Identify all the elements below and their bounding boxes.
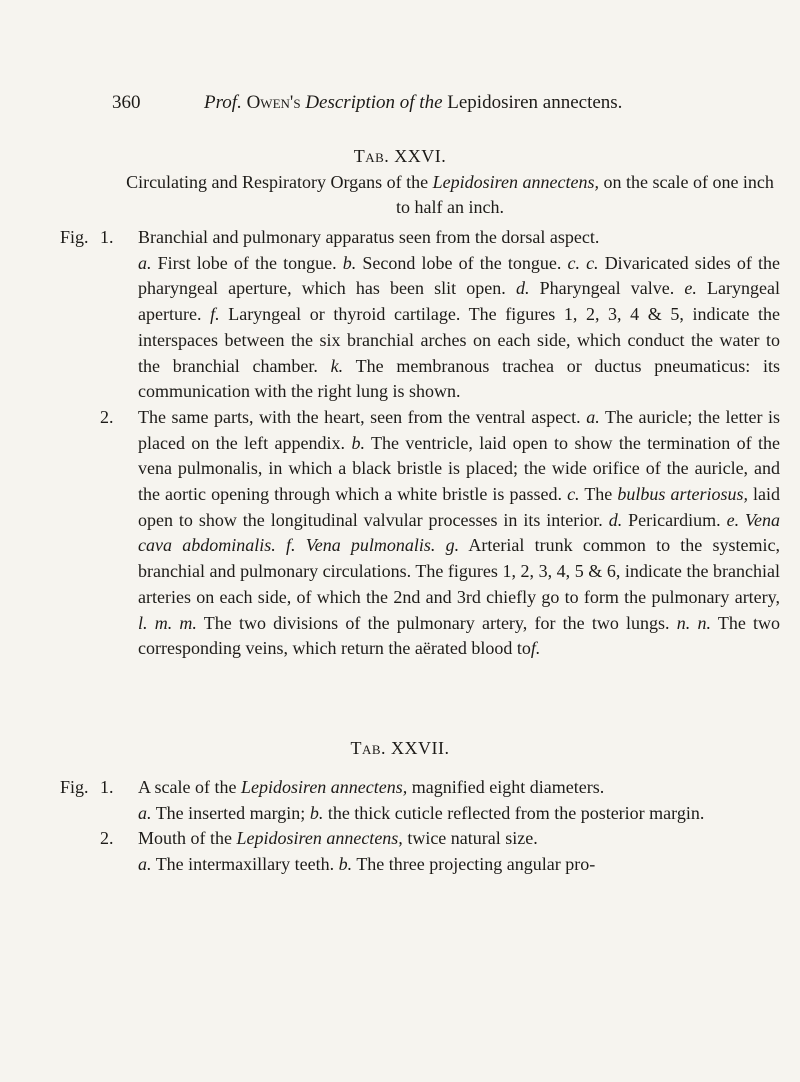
fig-2-entry: [100, 405, 781, 662]
legend-desc: The auricle; the letter is placed on the left appendix.: [138, 406, 781, 453]
fig-1-text: [120, 225, 780, 251]
legend-desc: The: [584, 484, 613, 505]
fig-2-text: [120, 405, 780, 662]
tab27-fig-2-entry: [100, 826, 780, 877]
legend-term: Vena pulmonalis.: [305, 535, 436, 556]
fig-2-lead: The same parts, with the heart, seen from the ventral aspect.: [138, 406, 581, 427]
legend-desc: Laryngeal aperture.: [138, 278, 781, 325]
tab27-fig-1-legend: [138, 801, 780, 827]
legend-desc: The membranous trachea or ductus pneumaticus: its communication with the right lung is shown.: [138, 355, 780, 402]
fig-number: 2.: [100, 406, 114, 427]
legend-key: a.: [586, 406, 600, 427]
caption-species: Lepidosiren annectens,: [432, 172, 599, 192]
legend-desc: The two divisions of the pulmonary artery, for the two lungs.: [203, 612, 670, 633]
tab27-fig-2-legend: [138, 852, 780, 878]
legend-key: b.: [342, 252, 357, 273]
legend-desc: The three projecting angular pro-: [356, 854, 596, 875]
title-prof: Prof.: [204, 92, 242, 113]
legend-key: a.: [138, 252, 152, 273]
legend-key: b.: [338, 854, 353, 875]
running-head: [112, 92, 712, 118]
legend-key: c.: [567, 484, 580, 505]
legend-key: m. m.: [154, 612, 197, 633]
fig-number: 2.: [100, 828, 114, 849]
legend-desc: Second lobe of the tongue.: [362, 252, 562, 273]
legend-key: k.: [330, 355, 344, 376]
caption-text-a: Circulating and Respiratory Organs of the: [126, 172, 429, 192]
legend-key: e.: [726, 509, 740, 530]
legend-desc: Pericardium.: [628, 509, 721, 530]
tab-xxvii-figures: [60, 775, 780, 878]
fig-1-legend: [138, 251, 780, 405]
legend-desc: The intermaxillary teeth.: [155, 854, 335, 875]
title-owen: Owen's: [246, 92, 301, 113]
legend-key: f.: [210, 304, 220, 325]
legend-term: bulbus arteriosus,: [617, 484, 748, 505]
species-name: Lepidosiren annectens,: [240, 777, 408, 797]
legend-key: l.: [138, 612, 148, 633]
tab-xxvi-heading: Tab. XXVI.: [353, 146, 447, 166]
lead-text: twice natural size.: [407, 828, 538, 849]
tab27-fig-1-lead: [120, 775, 780, 801]
legend-key: n. n.: [676, 612, 711, 633]
legend-key: c. c.: [567, 252, 599, 273]
tab27-fig-2-lead: [120, 826, 780, 852]
caption-text-b: on the scale of one inch to half an inch.: [396, 172, 774, 217]
fig-label: Fig.: [60, 777, 89, 797]
legend-desc: Divaricated sides of the pharyngeal aperture, which has been slit open.: [138, 252, 780, 299]
fig-label: Fig.: [60, 227, 89, 247]
running-title: [204, 92, 622, 114]
legend-key: d.: [515, 278, 530, 299]
lead-text: magnified eight diameters.: [411, 777, 605, 797]
page-number: 360: [112, 92, 141, 113]
legend-key: b.: [309, 802, 324, 823]
legend-desc: the thick cuticle reflected from the posterior margin.: [327, 802, 705, 823]
title-subject: Lepidosiren annectens.: [447, 92, 623, 113]
species-name: Lepidosiren annectens,: [236, 828, 403, 849]
legend-desc: The two corresponding veins, which return the aërated blood to: [138, 612, 781, 659]
tab27-fig-1-entry: [60, 775, 780, 826]
fig-1-lead: Branchial and pulmonary apparatus seen from the dorsal aspect.: [138, 227, 600, 247]
legend-term: Vena cava abdominalis.: [138, 509, 781, 556]
tab-xxvii-heading: Tab. XXVII.: [350, 738, 450, 758]
lead-text: A scale of the: [138, 777, 237, 797]
fig-number: 1.: [100, 227, 114, 247]
legend-desc: The inserted margin;: [155, 802, 306, 823]
legend-key: a.: [138, 854, 152, 875]
tab-xxvi-caption: [120, 170, 780, 220]
legend-desc: Pharyngeal valve.: [539, 278, 675, 299]
legend-desc: Arterial trunk common to the systemic, branchial and pulmonary circulations. The figures 1, 2, 3, 4, 5 & 6, indicate the branchial arteries on each side, of which the 2nd and 3rd chiefly go to form the pulmonary artery,: [138, 535, 781, 607]
legend-key: e.: [684, 278, 697, 299]
legend-key: b.: [351, 432, 365, 453]
legend-key: g.: [445, 535, 460, 556]
lead-text: Mouth of the: [138, 828, 232, 849]
title-description: Description of the: [305, 92, 443, 113]
legend-key: f.: [530, 638, 541, 659]
legend-key: f.: [285, 535, 296, 556]
tab-xxvi-figures: [60, 225, 781, 662]
legend-desc: First lobe of the tongue.: [157, 252, 337, 273]
legend-key: a.: [138, 802, 152, 823]
legend-desc: Laryngeal or thyroid cartilage. The figures 1, 2, 3, 4 & 5, indicate the interspaces between the six branchial arches on each side, which conduct the water to the branchial chamber.: [138, 304, 781, 376]
legend-desc: The ventricle, laid open to show the termination of the vena pulmonalis, in which a black bristle is placed; the wide orifice of the auricle, and the aortic opening through which a white bristle is passed.: [138, 432, 780, 505]
legend-key: d.: [608, 509, 623, 530]
fig-number: 1.: [100, 777, 114, 797]
legend-desc: laid open to show the longitudinal valvular processes in its interior.: [138, 484, 781, 530]
fig-1-entry: [60, 225, 781, 405]
